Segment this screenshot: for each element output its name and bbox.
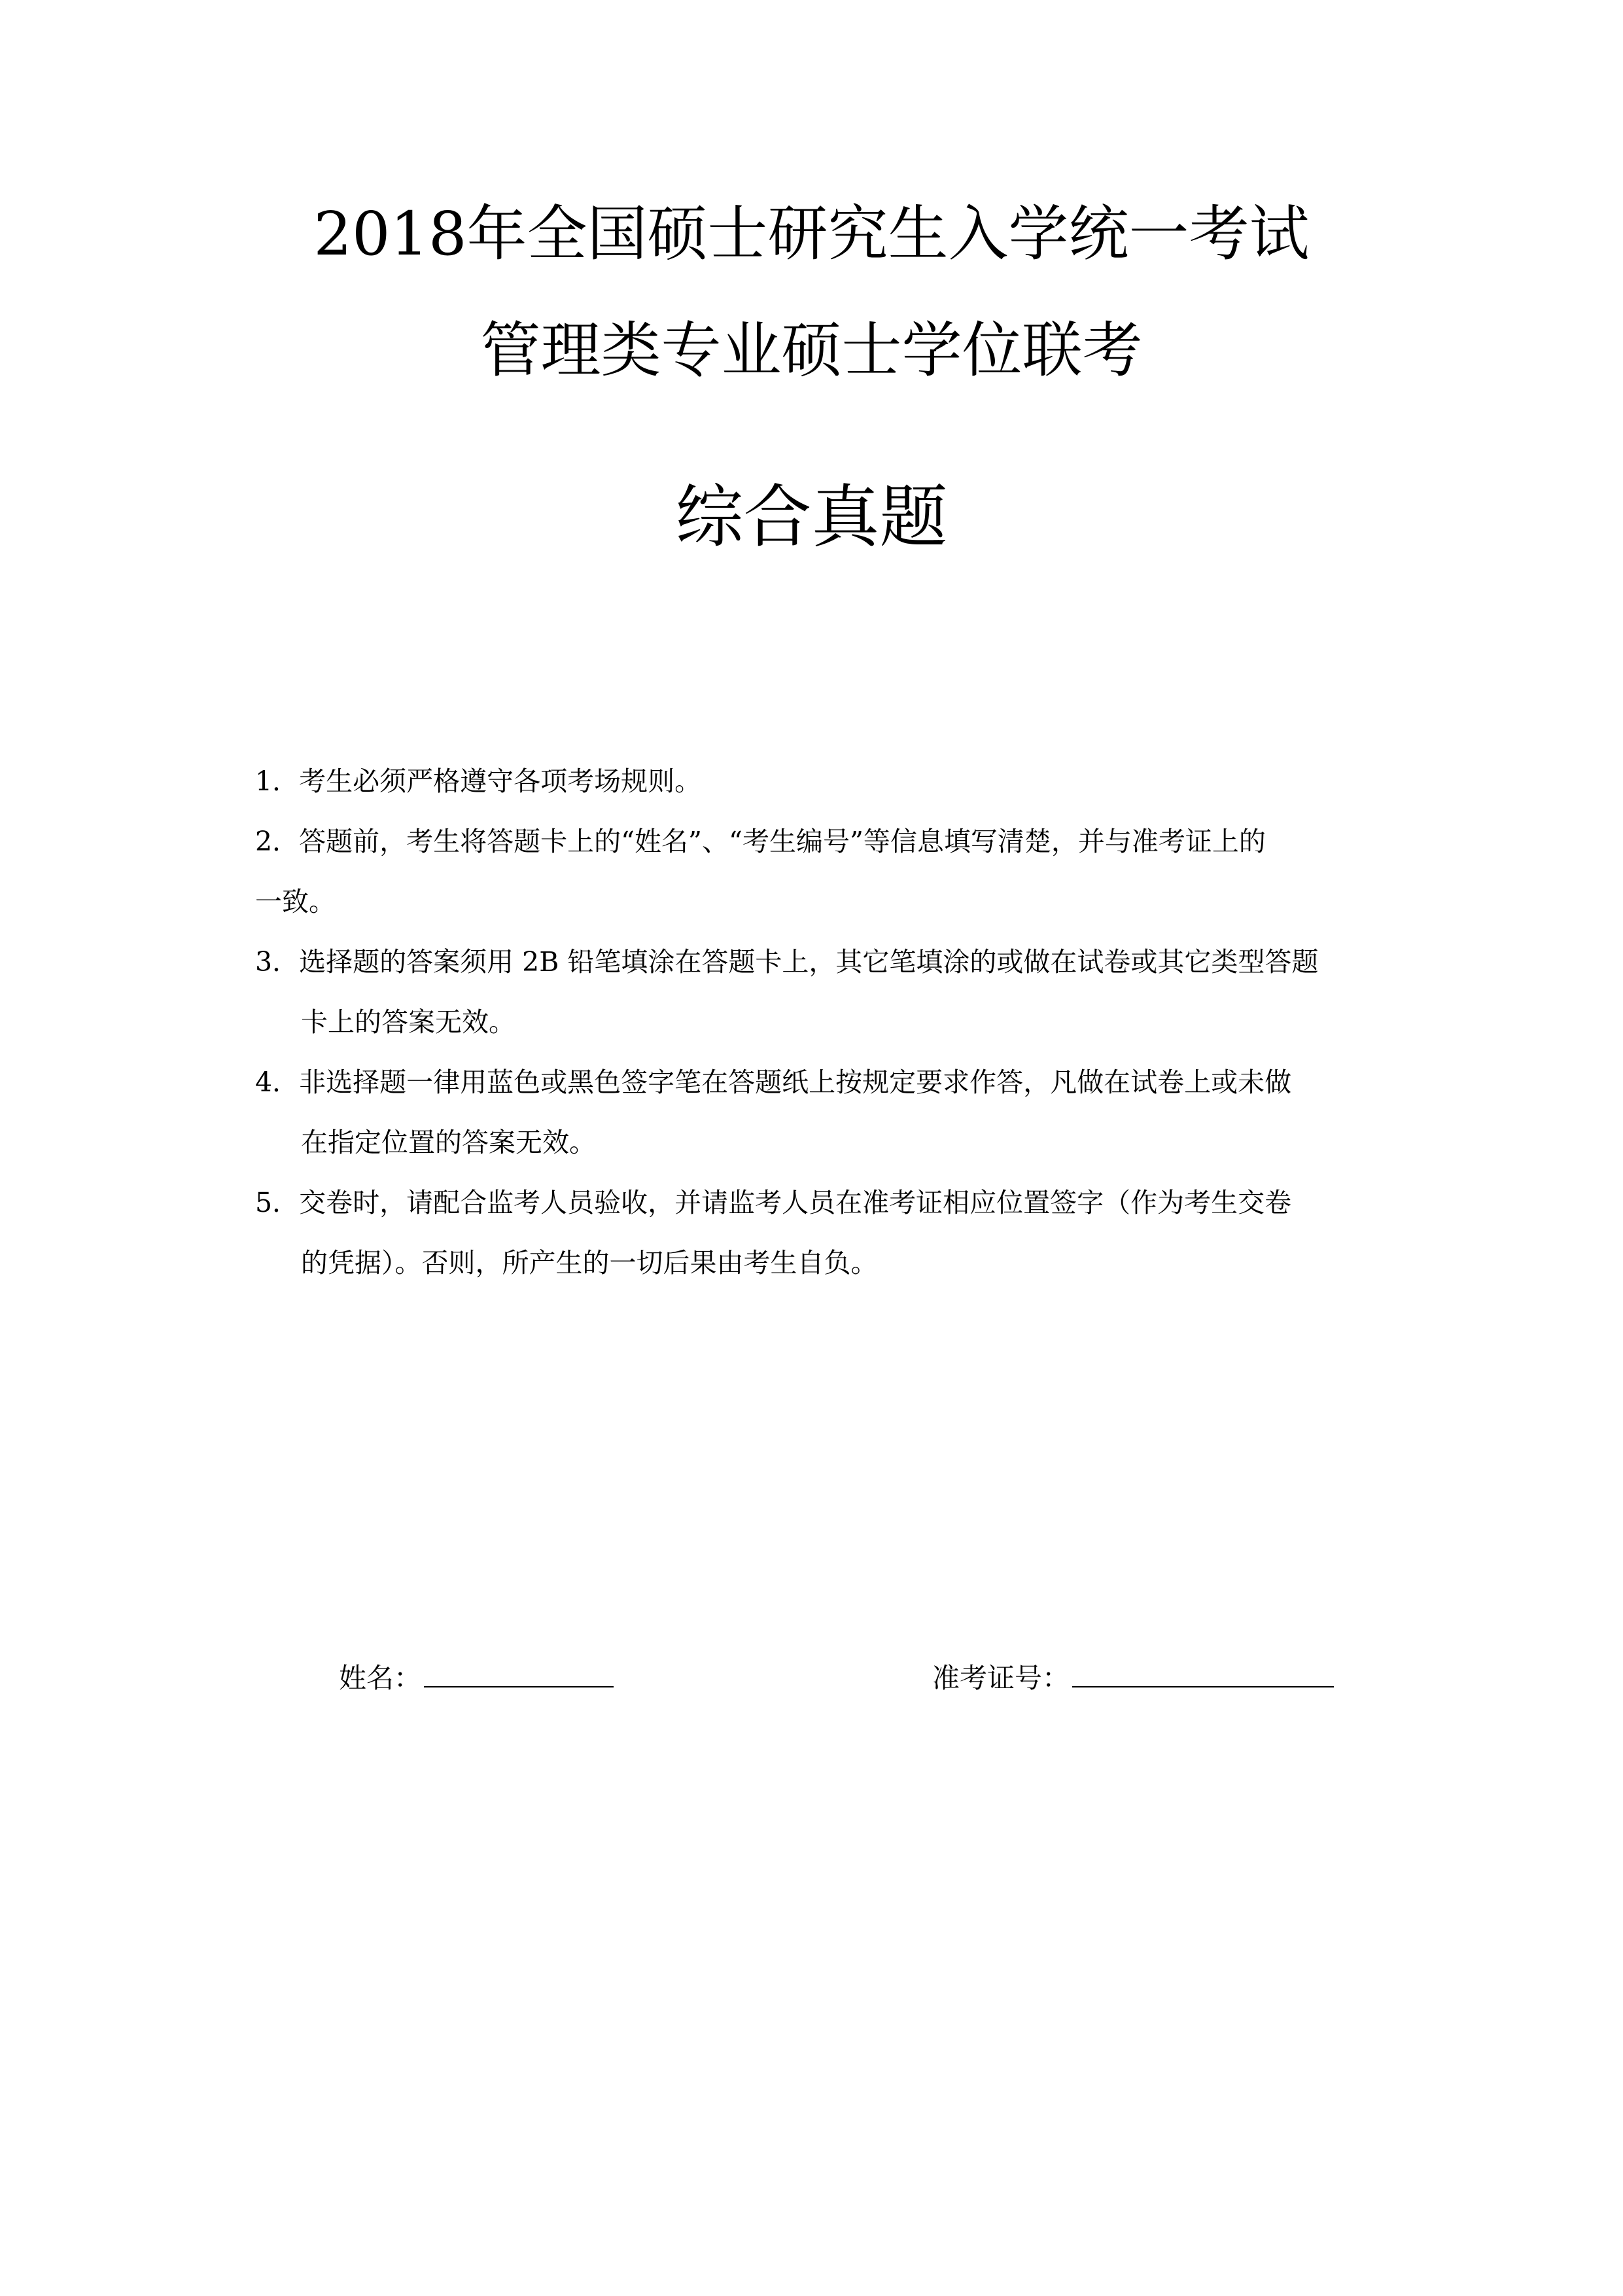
instruction-text-continued: 一致。 bbox=[255, 886, 336, 917]
ticket-number-label: 准考证号： bbox=[932, 1662, 1070, 1694]
exam-subtitle: 管理类专业硕士学位联考 bbox=[480, 315, 1143, 385]
instruction-text-continued: 的凭据）。否则，所产生的一切后果由考生自负。 bbox=[301, 1247, 878, 1279]
instructions-list bbox=[255, 751, 1380, 1293]
instruction-number: 4． bbox=[255, 1067, 300, 1098]
instruction-text: 选择题的答案须用 2B 铅笔填涂在答题卡上，其它笔填涂的或做在试卷或其它类型答题 bbox=[299, 946, 1319, 978]
instruction-text-continued: 卡上的答案无效。 bbox=[301, 1006, 515, 1038]
instruction-item-3 bbox=[255, 932, 1380, 1052]
name-blank-line[interactable] bbox=[424, 1660, 614, 1687]
name-field bbox=[339, 1659, 614, 1698]
instruction-item-2 bbox=[255, 811, 1380, 932]
instruction-item-1 bbox=[255, 751, 1380, 811]
instruction-number: 2． bbox=[255, 826, 300, 857]
paper-title: 综合真题 bbox=[675, 477, 948, 557]
name-label: 姓名： bbox=[339, 1662, 422, 1694]
instruction-number: 1． bbox=[255, 766, 300, 797]
instruction-item-4 bbox=[255, 1052, 1380, 1173]
instruction-text: 非选择题一律用蓝色或黑色签字笔在答题纸上按规定要求作答，凡做在试卷上或未做 bbox=[299, 1067, 1292, 1098]
instruction-text: 交卷时，请配合监考人员验收，并请监考人员在准考证相应位置签字（作为考生交卷 bbox=[299, 1187, 1292, 1218]
instruction-text: 答题前，考生将答题卡上的“姓名”、“考生编号”等信息填写清楚，并与准考证上的 bbox=[299, 826, 1266, 857]
instruction-text-continued: 在指定位置的答案无效。 bbox=[301, 1127, 596, 1158]
ticket-number-blank-line[interactable] bbox=[1072, 1660, 1334, 1687]
instruction-number: 5． bbox=[255, 1187, 300, 1218]
instruction-item-5 bbox=[255, 1173, 1380, 1293]
instruction-number: 3． bbox=[255, 946, 300, 978]
ticket-number-field bbox=[932, 1659, 1334, 1698]
exam-title: 2018年全国硕士研究生入学统一考试 bbox=[313, 199, 1310, 269]
instruction-text: 考生必须严格遵守各项考场规则。 bbox=[299, 766, 702, 797]
